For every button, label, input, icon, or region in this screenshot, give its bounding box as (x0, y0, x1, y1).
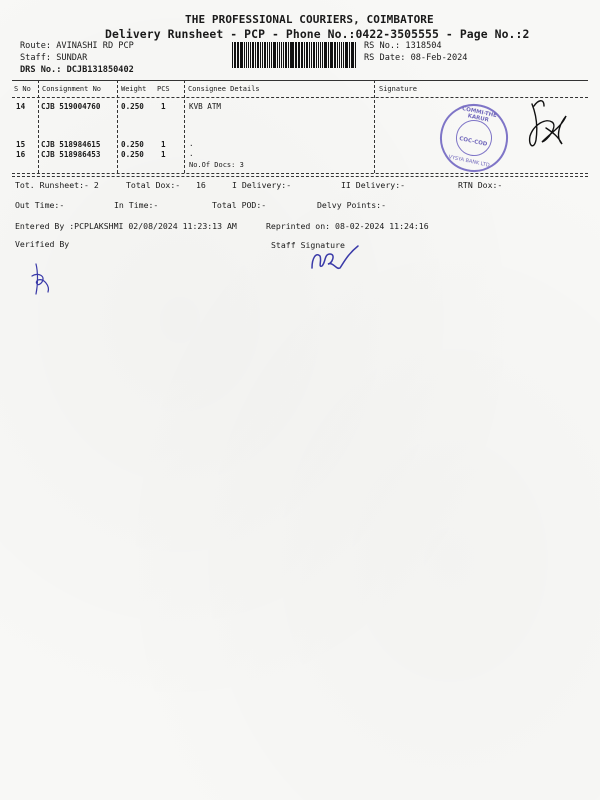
barcode-bar (341, 42, 343, 68)
barcode-bar (260, 42, 261, 68)
runsheet-title: Delivery Runsheet - PCP - Phone No.:0422-3505555 - Page No.:2 (105, 27, 530, 41)
barcode-bar (320, 42, 321, 68)
barcode-bar (322, 42, 323, 68)
row-consignee: . (189, 139, 194, 148)
barcode-bar (345, 42, 348, 68)
header-weight: Weight (121, 85, 147, 93)
barcode-bar (248, 42, 249, 68)
barcode-bar (352, 42, 354, 68)
barcode-bar (271, 42, 272, 68)
delvy-points: Delvy Points:- (317, 200, 387, 210)
staff-signature-label: Staff Signature (271, 240, 345, 250)
barcode-bar (232, 42, 233, 68)
recipient-signature (522, 96, 572, 156)
entered-by: Entered By :PCPLAKSHMI 02/08/2024 11:23:13 AM (15, 221, 237, 231)
barcode-bar (279, 42, 281, 68)
stamp-text: VYSYA BANK LTD (447, 154, 491, 169)
route-label: Route: AVINASHI RD PCP (20, 41, 134, 51)
barcode-bar (269, 42, 270, 68)
row-sno: 16 (16, 150, 26, 159)
barcode-bar (234, 42, 236, 68)
table-top-rule (12, 80, 588, 81)
row-sno: 15 (16, 140, 26, 149)
barcode-bar (311, 42, 312, 68)
barcode-bar (301, 42, 303, 68)
barcode-bar (351, 42, 352, 68)
barcode-bar (285, 42, 287, 68)
barcode-bar (281, 42, 282, 68)
barcode-bar (316, 42, 317, 68)
total-pod: Total POD:- (212, 200, 267, 210)
barcode-bar (339, 42, 340, 68)
row-pcs: 1 (161, 102, 166, 111)
row-consignee: . (189, 149, 194, 158)
barcode-bar (238, 42, 239, 68)
barcode-bar (306, 42, 309, 68)
barcode-bar (324, 42, 327, 68)
row-weight: 0.250 (121, 150, 144, 159)
header-sno: S No (14, 85, 31, 93)
barcode-bar (331, 42, 333, 68)
staff-signature (308, 242, 364, 274)
row-weight: 0.250 (121, 140, 144, 149)
barcode-bar (288, 42, 289, 68)
barcode-bar (334, 42, 336, 68)
row-consignment: CJB 519004760 (41, 102, 101, 111)
barcode-bar (237, 42, 238, 68)
in-time: In Time:- (114, 200, 159, 210)
stamp-text: COC-COD (458, 136, 488, 148)
column-divider (374, 80, 375, 173)
i-delivery: I Delivery:- (232, 180, 292, 190)
table-bottom-rule (12, 173, 588, 174)
company-title: THE PROFESSIONAL COURIERS, COIMBATORE (185, 13, 434, 26)
barcode-bar (295, 42, 297, 68)
barcode-bar (252, 42, 254, 68)
bank-stamp (434, 98, 515, 179)
barcode-bar (240, 42, 243, 68)
barcode-bar (250, 42, 251, 68)
row-sno: 14 (16, 102, 26, 111)
barcode-bar (343, 42, 344, 68)
barcode (232, 42, 357, 68)
row-pcs: 1 (161, 140, 166, 149)
barcode-bar (290, 42, 291, 68)
total-runsheet: Tot. Runsheet:- 2 (15, 180, 99, 190)
barcode-bar (264, 42, 266, 68)
stamp-text: COMMI-THE KARUR (461, 105, 498, 124)
barcode-bar (262, 42, 263, 68)
rtn-dox: RTN Dox:- (458, 180, 503, 190)
barcode-bar (277, 42, 278, 68)
docs-count: No.Of Docs: 3 (189, 161, 244, 169)
rs-number: RS No.: 1318504 (364, 41, 442, 51)
table-bottom-rule-2 (12, 176, 588, 177)
header-consignment: Consignment No (42, 85, 102, 93)
barcode-bar (255, 42, 256, 68)
row-weight: 0.250 (121, 102, 144, 111)
header-consignee: Consignee Details (188, 85, 260, 93)
barcode-bar (267, 42, 269, 68)
staff-label: Staff: SUNDAR (20, 53, 88, 63)
barcode-bar (318, 42, 320, 68)
row-pcs: 1 (161, 150, 166, 159)
ii-delivery: II Delivery:- (341, 180, 406, 190)
drs-number: DRS No.: DCJB131850402 (20, 65, 134, 75)
row-consignee: KVB ATM (189, 102, 222, 111)
barcode-bar (298, 42, 299, 68)
reprinted-on: Reprinted on: 08-02-2024 11:24:16 (266, 221, 429, 231)
column-divider (184, 80, 185, 173)
barcode-bar (349, 42, 350, 68)
barcode-bar (304, 42, 305, 68)
verified-by-label: Verified By (15, 239, 70, 249)
barcode-bar (291, 42, 294, 68)
barcode-bar (328, 42, 329, 68)
row-consignment: CJB 518986453 (41, 150, 101, 159)
barcode-bar (309, 42, 310, 68)
verifier-signature (28, 262, 58, 296)
table-header-rule (12, 97, 588, 98)
total-dox-label: Total Dox:- (126, 180, 181, 190)
barcode-bar (330, 42, 331, 68)
barcode-bar (337, 42, 338, 68)
barcode-bar (246, 42, 248, 68)
barcode-bar (299, 42, 300, 68)
barcode-bar (283, 42, 284, 68)
column-divider (38, 80, 39, 173)
total-dox-value: 16 (196, 180, 206, 190)
barcode-bar (313, 42, 315, 68)
barcode-bar (355, 42, 356, 68)
header-signature: Signature (379, 85, 417, 93)
barcode-bar (273, 42, 276, 68)
column-divider (117, 80, 118, 173)
rs-date: RS Date: 08-Feb-2024 (364, 53, 468, 63)
barcode-bar (244, 42, 245, 68)
header-pcs: PCS (157, 85, 170, 93)
out-time: Out Time:- (15, 200, 65, 210)
row-consignment: CJB 518984615 (41, 140, 101, 149)
barcode-bar (257, 42, 260, 68)
